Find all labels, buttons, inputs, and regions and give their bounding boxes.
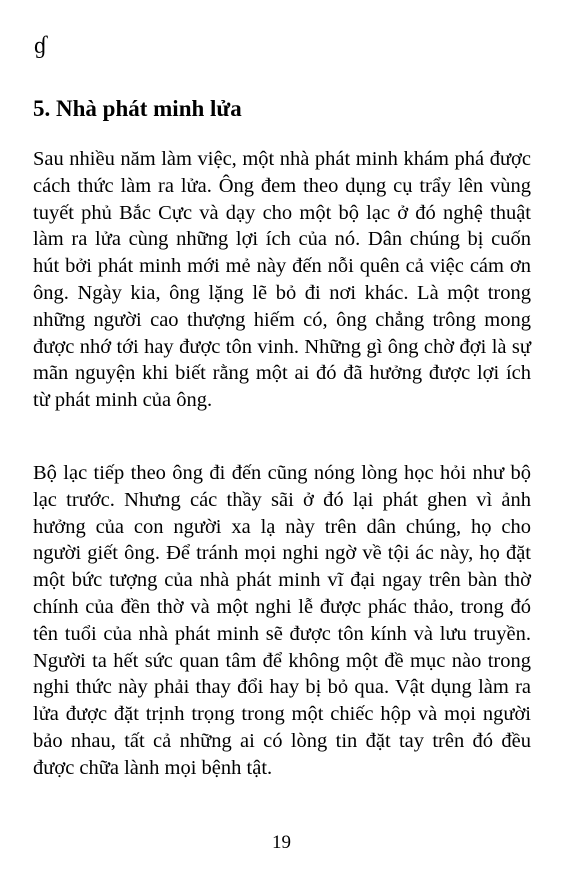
- paragraph-2: Bộ lạc tiếp theo ông đi đến cũng nóng lòng học hỏi như bộ lạc trước. Nhưng các thầy sãi ở đó lại phát ghen vì ảnh hưởng của con người xa lạ này trên dân chúng, họ cho người giết ông. Để tránh mọi nghi ngờ về tội ác này, họ đặt một bức tượng của nhà phát minh vĩ đại ngay trên bàn thờ chính của đền thờ và một nghi lễ được phác thảo, trong đó tên tuổi của nhà phát minh sẽ được tôn kính và lưu truyền. Người ta hết sức quan tâm để không một đề mục nào trong nghi thức này phải thay đổi hay bị bỏ qua. Vật dụng làm ra lửa được đặt trịnh trọng trong một chiếc hộp và mọi người bảo nhau, tất cả những ai có lòng tin đặt tay trên đó đều được chữa lành mọi bệnh tật.: [33, 462, 531, 779]
- page-number: 19: [272, 832, 291, 853]
- decorative-ornament-icon: ɠ: [34, 33, 46, 59]
- paragraph-1: Sau nhiều năm làm việc, một nhà phát minh khám phá được cách thức làm ra lửa. Ông đem theo dụng cụ trẩy lên vùng tuyết phủ Bắc Cực và dạy cho một bộ lạc ở đó nghệ thuật làm ra lửa cùng những lợi ích của nó. Dân chúng bị cuốn hút bởi phát minh mới mẻ này đến nỗi quên cả việc cám ơn ông. Ngày kia, ông lặng lẽ bỏ đi nơi khác. Là một trong những người cao thượng hiếm có, ông chẳng trông mong được nhớ tới hay được tôn vinh. Những gì ông chờ đợi là sự mãn nguyện khi biết rằng một ai đó đã hưởng được lợi ích từ phát minh của ông.: [33, 148, 531, 412]
- section-heading: 5. Nhà phát minh lửa: [33, 96, 242, 121]
